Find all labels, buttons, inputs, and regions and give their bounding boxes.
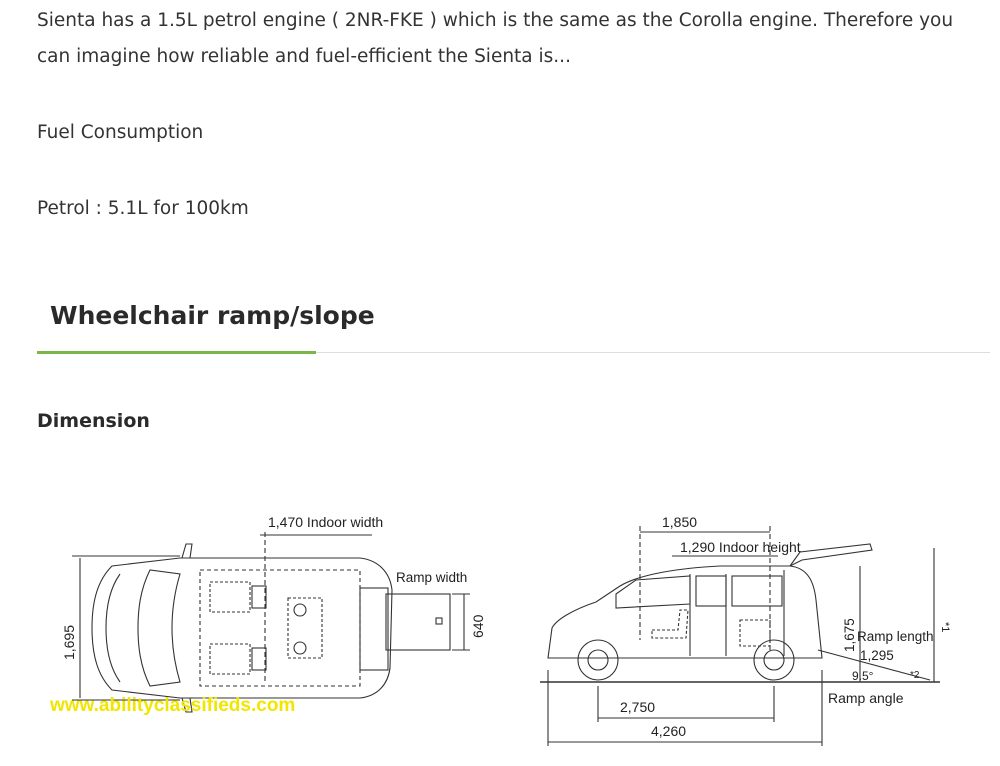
- ramp-width-label: Ramp width: [396, 570, 468, 585]
- wheelbase-value: 2,750: [620, 699, 656, 715]
- watermark: www.abilityclassifieds.com: [50, 695, 296, 716]
- dimension-heading: Dimension: [37, 410, 150, 432]
- length-1850-label: 1,850: [662, 514, 698, 530]
- fuel-consumption-value: Petrol : 5.1L for 100km: [37, 198, 249, 219]
- section-divider-accent: [37, 351, 316, 354]
- ramp-length-value: 1,295: [860, 648, 894, 663]
- side-view-car: [548, 544, 872, 680]
- note-1-label: *1: [939, 622, 951, 633]
- note-2-label: *2: [910, 670, 920, 681]
- fuel-consumption-heading: Fuel Consumption: [37, 122, 204, 143]
- section-title: Wheelchair ramp/slope: [50, 301, 375, 330]
- ramp-angle-value: 9.5°: [852, 669, 874, 683]
- overall-length-value: 4,260: [651, 723, 687, 739]
- indoor-height-label: 1,290 Indoor height: [680, 539, 801, 555]
- ramp-width-value: 640: [470, 614, 486, 638]
- overall-width-value: 1,695: [61, 624, 77, 660]
- height-1675-value: 1,675: [842, 618, 857, 652]
- ramp-angle-label: Ramp angle: [828, 690, 904, 706]
- intro-paragraph: Sienta has a 1.5L petrol engine ( 2NR-FKE ) which is the same as the Corolla engine. Therefore you can imagine how reliable and fuel-efficient the Sienta is...: [37, 10, 954, 67]
- top-view-ramp: [386, 594, 450, 650]
- dimension-diagram: [0, 470, 1000, 766]
- indoor-width-label: 1,470 Indoor width: [268, 514, 384, 530]
- top-view-car: [92, 544, 392, 712]
- ramp-length-label: Ramp length: [857, 629, 934, 644]
